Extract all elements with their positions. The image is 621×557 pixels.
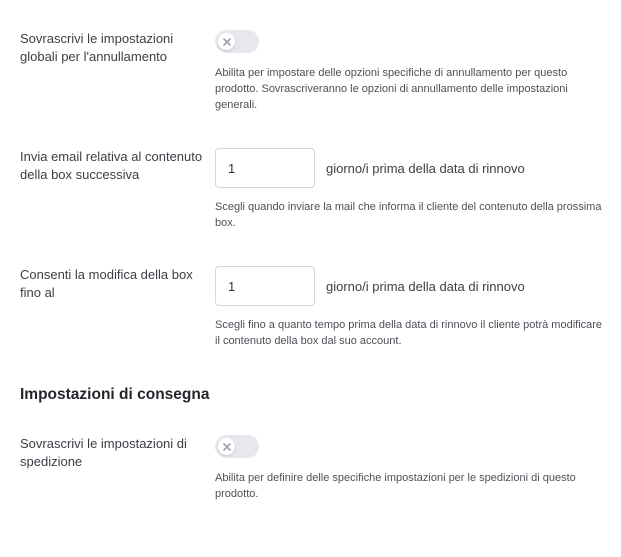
shipping-override-label: Sovrascrivi le impostazioni di spedizione: [20, 436, 187, 469]
toggle-knob: [218, 438, 235, 455]
box-edit-limit-help: Scegli fino a quanto tempo prima della data di rinnovo il cliente potrà modificare il contenuto della box dal suo account.: [215, 319, 603, 347]
delivery-section-title: Impostazioni di consegna: [20, 386, 210, 403]
shipping-override-help: Abilita per definire delle specifiche impostazioni per le spedizioni di questo prodotto.: [215, 472, 576, 500]
close-icon: [223, 38, 231, 46]
cancellation-override-toggle[interactable]: [215, 30, 259, 53]
shipping-override-toggle[interactable]: [215, 435, 259, 458]
next-box-email-help: Scegli quando inviare la mail che informa il cliente del contenuto della prossima box.: [215, 201, 602, 229]
cancellation-override-help: Abilita per impostare delle opzioni specifiche di annullamento per questo prodotto. Sovrascriveranno le opzioni di annullamento delle impostazioni generali.: [215, 67, 568, 111]
toggle-knob: [218, 33, 235, 50]
box-edit-limit-label: Consenti la modifica della box fino al: [20, 267, 193, 300]
next-box-email-label: Invia email relativa al contenuto della box successiva: [20, 149, 203, 182]
box-edit-limit-days-input[interactable]: [215, 266, 315, 306]
box-edit-limit-suffix: giorno/i prima della data di rinnovo: [326, 279, 525, 294]
close-icon: [223, 443, 231, 451]
next-box-email-suffix: giorno/i prima della data di rinnovo: [326, 161, 525, 176]
cancellation-override-label: Sovrascrivi le impostazioni globali per l'annullamento: [20, 31, 174, 64]
next-box-email-days-input[interactable]: [215, 148, 315, 188]
